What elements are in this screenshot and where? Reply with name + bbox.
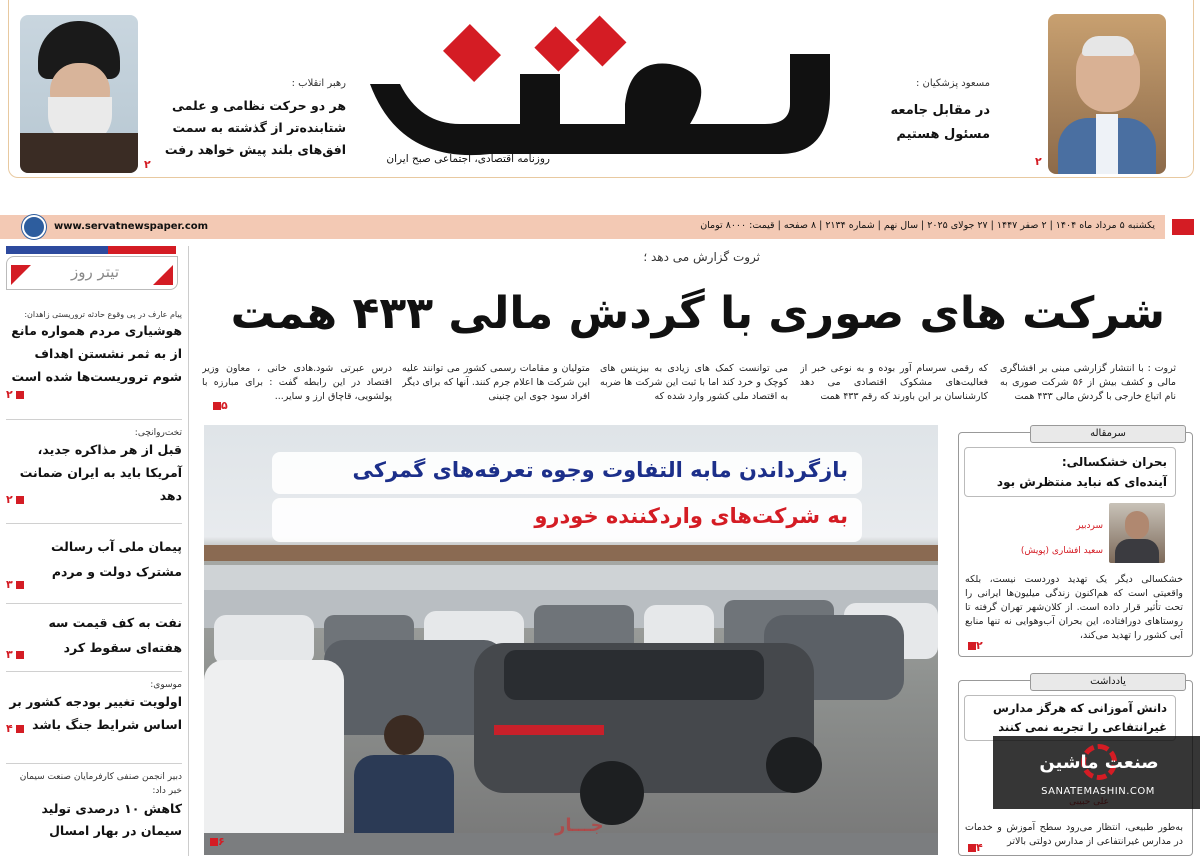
site-badge[interactable] — [993, 736, 1200, 809]
sidebar-item-page: ۳ — [6, 648, 182, 661]
sidebar-item-headline: نفت به کف قیمت سه هفته‌ای سقوط کرد — [48, 615, 182, 655]
right-feature-page: ۲ — [1035, 155, 1042, 168]
sidebar-item[interactable] — [6, 610, 182, 672]
note-headline — [964, 695, 1176, 741]
left-feature-kicker: رهبر انقلاب : — [291, 78, 346, 89]
badge-url: SANATEMASHIN.COM — [1041, 786, 1155, 797]
newspaper-logo[interactable] — [360, 14, 840, 164]
info-bar-right-mark — [1172, 219, 1194, 235]
editorial-author-photo — [1109, 503, 1165, 563]
editorial-box[interactable] — [958, 432, 1193, 657]
issue-info: یکشنبه ۵ مرداد ماه ۱۴۰۴ | ۲ صفر ۱۴۴۷ | ۲۷ جولای ۲۰۲۵ | سال نهم | شماره ۲۱۳۴ | ۸ صفحه | قیمت: ۸۰۰۰ تومان — [700, 220, 1155, 231]
editorial-author-name: سعید افشاری (پویش) — [1020, 546, 1103, 556]
editorial-tab: سرمقاله — [1030, 425, 1186, 443]
sidebar-item[interactable] — [6, 428, 182, 524]
sidebar-title: تیتر روز — [70, 263, 119, 281]
lead-page: ۵ — [210, 399, 228, 412]
editorial-page: ۲ — [965, 639, 983, 652]
lead-column: ثروت : با انتشار گزارشی مبنی بر افشاگری مالی و کشف بیش از ۵۶ شرکت صوری به نام اتباع خارجی با گردش مالی ۴۳۳ همت — [1000, 363, 1176, 402]
editorial-author-role: سردبیر — [1076, 521, 1103, 531]
sidebar-item-kicker: پیام عارف در پی وقوع حادثه تروریستی زاهدان: — [24, 310, 182, 319]
right-feature-kicker: مسعود پزشکیان : — [915, 78, 990, 89]
note-headline-2: غیرانتفاعی را تجربه نمی کنند — [998, 720, 1167, 734]
left-feature-headline-2: شتابنده‌تر از گذشته به سمت — [172, 120, 346, 135]
sidebar-item[interactable] — [6, 770, 182, 856]
editorial-body: خشکسالی دیگر یک تهدید دوردست نیست، بلکه واقعیتی است که هم‌اکنون زندگی میلیون‌ها ایرانی را تحت تأثیر قرار داده است. از کلان‌شهر تهران گرفته تا روستاهای دورافتاده، این بحران آب‌وهوایی نه تنها منابع آبی کشور را تهدید می‌کند، — [965, 574, 1183, 641]
lead-kicker: ثروت گزارش می دهد ؛ — [643, 250, 760, 264]
sidebar-item-page: ۲ — [6, 388, 182, 401]
left-feature-headline-3: افق‌های بلند پیش خواهد رفت — [164, 142, 346, 157]
leader-portrait — [20, 15, 138, 173]
right-feature-headline-1: در مقابل جامعه — [890, 103, 990, 118]
lead-column: متولیان و مقامات رسمی کشور می توانند علیه این شرکت ها اعلام جرم کنند. آنها که برای دیگر افراد سود جوی این چنینی — [402, 363, 590, 402]
sidebar-item-page: ۳ — [6, 578, 182, 591]
note-body: به‌طور طبیعی، انتظار می‌رود سطح آموزش و خدمات در مدارس غیرانتفاعی از مدارس دولتی بالاتر — [965, 822, 1183, 847]
sidebar-title-mark-left — [11, 265, 31, 285]
sidebar-top-rule — [6, 246, 176, 254]
editorial-headline-1: بحران خشکسالی: — [1061, 455, 1167, 469]
badge-title: صنعت ماشین — [1039, 752, 1159, 773]
photo-page: ۶ — [207, 835, 225, 848]
lead-column: درس عبرتی شود.هادی خانی ، معاون وزیر اقتصاد در این رابطه گفت : برای مبارزه با پولشویی، قاچاق ارز و سایر... — [202, 363, 392, 402]
note-headline-1: دانش آموزانی که هرگز مدارس — [992, 701, 1167, 715]
sidebar-item-kicker: موسوی: — [150, 680, 182, 690]
sidebar-item[interactable] — [6, 680, 182, 764]
sidebar-item[interactable] — [6, 534, 182, 604]
left-feature[interactable] — [160, 78, 346, 161]
sidebar-item[interactable] — [6, 310, 182, 420]
sidebar-title-box — [6, 256, 178, 290]
note-page: ۴ — [965, 841, 983, 854]
sidebar-item-headline: هوشیاری مردم همواره مانع از به ثمر نشستن اهداف شوم تروریست‌ها شده است — [11, 323, 182, 384]
tagline: روزنامه اقتصادی، اجتماعی صبح ایران — [386, 153, 550, 165]
photo-headline-2: به شرکت‌های واردکننده خودرو — [272, 498, 862, 542]
sidebar-item-headline: قبل از هر مذاکره جدید، آمریکا باید به ایران ضمانت دهد — [19, 442, 182, 503]
right-feature[interactable] — [870, 78, 990, 147]
photo-watermark: جـــار — [555, 815, 604, 836]
globe-icon — [22, 215, 46, 239]
editorial-headline — [964, 447, 1176, 497]
lead-column: می توانست کمک های زیادی به بیزینس های کوچک و خرد کند اما با ثبت این شرکت ها ضربه به اقتصاد ملی کشور وارد شده که — [600, 363, 788, 402]
lead-headline[interactable]: شرکت های صوری با گردش مالی ۴۳۳ همت — [230, 288, 1165, 339]
sidebar-item-headline: اولویت تغییر بودجه کشور بر اساس شرایط جنگ باشد — [9, 694, 182, 732]
editorial-headline-2: آینده‌ای که نباید منتظرش بود — [996, 475, 1167, 489]
sidebar-item-headline: پیمان ملی آب رسالت مشترک دولت و مردم — [50, 539, 182, 579]
sidebar-item-headline: کاهش ۱۰ درصدی تولید سیمان در بهار امسال — [41, 801, 182, 838]
sidebar-item-kicker: تخت‌روانچی: — [134, 428, 182, 438]
president-portrait — [1048, 14, 1166, 174]
photo-headline-1: بازگرداندن مابه التفاوت وجوه تعرفه‌های گمرکی — [272, 452, 862, 494]
sidebar-divider — [188, 246, 189, 856]
left-feature-headline-1: هر دو حرکت نظامی و علمی — [171, 98, 346, 113]
sidebar-item-page: ۲ — [6, 493, 182, 506]
sidebar-item-page: ۴ — [6, 722, 182, 735]
right-feature-headline-2: مسئول هستیم — [896, 127, 990, 142]
lead-column: که رقمی سرسام آور بوده و به نوعی خبر از فعالیت‌های مشکوک اقتصادی می دهد کارشناسان بر این باورند که رقم ۴۳۳ همت — [800, 363, 988, 402]
left-feature-page: ۲ — [144, 158, 151, 171]
note-tab: یادداشت — [1030, 673, 1186, 691]
sidebar-title-mark — [153, 265, 173, 285]
logo-wordmark-icon — [360, 14, 840, 164]
sidebar-item-kicker: دبیر انجمن صنفی کارفرمایان صنعت سیمان خبر داد: — [19, 772, 182, 796]
website-link[interactable]: www.servatnewspaper.com — [54, 221, 209, 232]
